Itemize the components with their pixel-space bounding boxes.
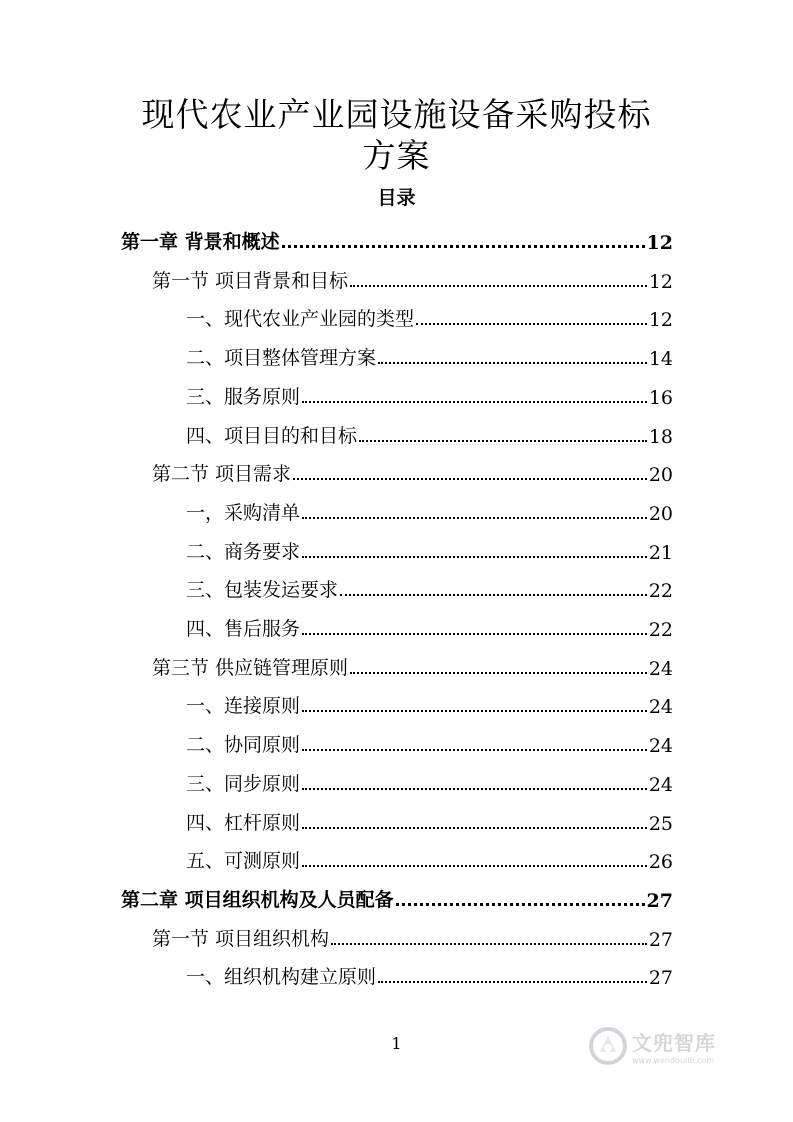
toc-entry-page: 22: [648, 619, 673, 641]
toc-entry-label: 二、商务要求: [186, 540, 301, 563]
toc-dot-leader: [302, 864, 647, 867]
toc-entry[interactable]: [121, 882, 673, 912]
toc-dot-leader: [302, 400, 647, 403]
toc-entry-page: 26: [648, 851, 673, 874]
toc-entry-label: 二、协同原则: [186, 734, 301, 757]
toc-entry[interactable]: [186, 418, 673, 448]
toc-entry[interactable]: [152, 650, 673, 680]
toc-heading: 目录: [377, 187, 416, 209]
toc-entry-page: 21: [648, 541, 673, 564]
toc-entry[interactable]: [121, 224, 673, 254]
toc-dot-leader: [302, 787, 647, 790]
toc-entry-label: 二、项目整体管理方案: [186, 347, 377, 370]
toc-entry[interactable]: [186, 959, 673, 989]
document-title-line2: 方案: [362, 136, 431, 175]
toc-entry-label: 一，采购清单: [186, 501, 301, 524]
toc-entry-label: 四、售后服务: [186, 618, 301, 640]
toc-entry-page: 24: [648, 696, 673, 719]
toc-entry-label: 第三节 供应链管理原则: [152, 656, 349, 679]
toc-entry[interactable]: [186, 805, 673, 835]
toc-dot-leader: [331, 942, 647, 945]
toc-entry-page: 16: [648, 386, 673, 409]
toc-entry-page: 12: [646, 232, 673, 254]
toc-entry-label: 四、杠杆原则: [186, 811, 301, 834]
toc-entry-label: 三、服务原则: [186, 385, 301, 408]
toc-entry[interactable]: [186, 340, 673, 370]
toc-entry[interactable]: [186, 688, 673, 718]
toc-entry-label: 第一节 项目组织机构: [152, 927, 330, 950]
toc-entry-label: 三、包装发运要求: [186, 579, 339, 602]
toc-entry[interactable]: [186, 572, 673, 602]
watermark-brand: 文兜智库: [632, 1031, 716, 1055]
toc-entry-page: 22: [648, 580, 673, 603]
toc-entry-page: 27: [648, 928, 673, 951]
toc-entry[interactable]: [186, 843, 673, 873]
toc-entry-page: 24: [648, 773, 673, 796]
toc-entry[interactable]: [186, 534, 673, 564]
toc-entry-page: 24: [648, 735, 673, 758]
toc-dot-leader: [302, 555, 647, 558]
toc-dot-leader: [396, 902, 645, 906]
toc-entry-label: 三、同步原则: [186, 772, 301, 795]
toc-entry[interactable]: [186, 495, 673, 525]
toc-entry[interactable]: [186, 611, 673, 641]
toc-entry[interactable]: [186, 766, 673, 796]
toc-dot-leader: [293, 477, 647, 480]
toc-dot-leader: [302, 516, 647, 519]
page-number: 1: [391, 1034, 402, 1053]
toc-dot-leader: [359, 439, 647, 442]
toc-dot-leader: [302, 632, 647, 635]
toc-dot-leader: [416, 322, 647, 325]
toc-entry-label: 一、连接原则: [186, 695, 301, 718]
toc-dot-leader: [302, 709, 647, 712]
toc-entry-label: 第一节 项目背景和目标: [152, 269, 349, 292]
toc-entry[interactable]: [152, 456, 673, 486]
wendou-logo-icon: [588, 1026, 628, 1066]
toc-entry-page: 14: [648, 348, 673, 371]
toc-entry-label: 五、可测原则: [186, 850, 301, 873]
toc-dot-leader: [378, 980, 647, 983]
toc-entry-label: 一、现代农业产业园的类型: [186, 308, 415, 331]
toc-dot-leader: [378, 361, 647, 364]
toc-entry-label: 第一章 背景和概述: [121, 231, 280, 253]
toc-entry-page: 12: [648, 270, 673, 293]
toc-entry[interactable]: [186, 379, 673, 409]
toc-entry-label: 四、项目目的和目标: [186, 424, 358, 447]
toc-entry-page: 12: [648, 309, 673, 332]
toc-entry[interactable]: [152, 921, 673, 951]
toc-entry[interactable]: [186, 727, 673, 757]
toc-entry-label: 第二节 项目需求: [152, 463, 292, 486]
toc-entry[interactable]: [152, 263, 673, 293]
toc-dot-leader: [350, 284, 647, 287]
toc-entry-page: 24: [648, 657, 673, 680]
toc-entry-page: 27: [648, 967, 673, 990]
toc-dot-leader: [302, 826, 647, 829]
watermark-url: www.wendoulib.com: [632, 1056, 715, 1065]
toc-dot-leader: [302, 748, 647, 751]
toc-entry-page: 27: [646, 889, 673, 912]
toc-dot-leader: [282, 244, 645, 248]
toc-entry-page: 20: [648, 502, 673, 525]
toc-dot-leader: [340, 593, 647, 596]
toc-entry-page: 18: [648, 425, 673, 448]
toc-entry-page: 25: [648, 812, 673, 835]
toc-entry-page: 20: [648, 464, 673, 487]
watermark: [588, 1022, 758, 1070]
toc-entry-label: 一、组织机构建立原则: [186, 966, 377, 989]
toc-entry-label: 第二章 项目组织机构及人员配备: [121, 888, 394, 911]
document-title-line1: 现代农业产业园设施设备采购投标: [141, 95, 652, 134]
toc-dot-leader: [350, 671, 647, 674]
toc-entry[interactable]: [186, 301, 673, 331]
